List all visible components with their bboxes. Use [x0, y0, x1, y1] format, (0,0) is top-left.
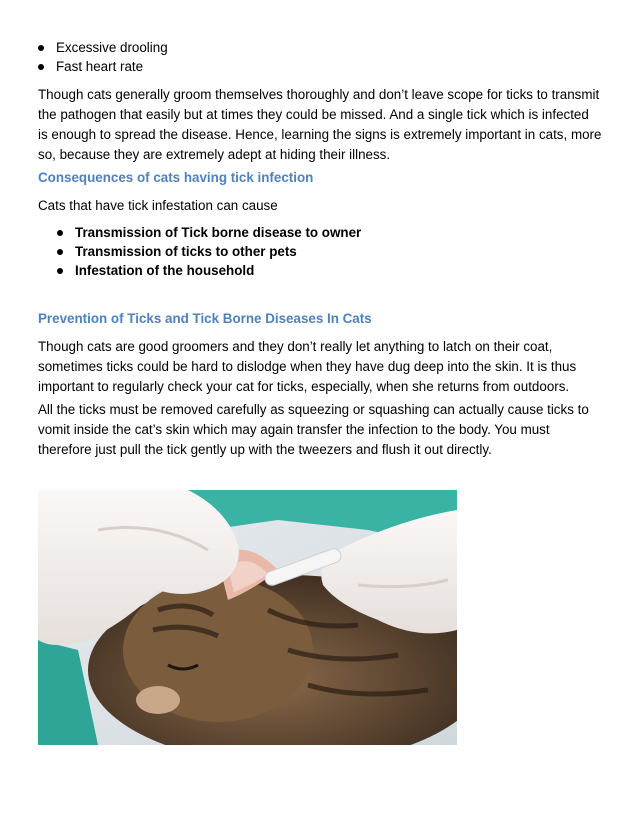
heading-consequences: Consequences of cats having tick infection	[38, 170, 314, 185]
list-item: Fast heart rate	[38, 57, 168, 76]
heading-prevention: Prevention of Ticks and Tick Borne Diseases In Cats	[38, 311, 372, 326]
list-item: Transmission of Tick borne disease to owner	[57, 223, 361, 242]
list-item: Transmission of ticks to other pets	[57, 242, 361, 261]
paragraph-grooming: Though cats generally groom themselves thoroughly and don’t leave scope for ticks to transmit the pathogen that easily but at times they could be missed. And a single tick which is infected is enough to spread the disease. Hence, learning the signs is extremely important in cats, more so, because they are extremely adept at hiding their illness.	[38, 87, 602, 162]
symptom-list	[38, 38, 168, 76]
list-item: Excessive drooling	[38, 38, 168, 57]
list-item: Infestation of the household	[57, 261, 361, 280]
paragraph-cause: Cats that have tick infestation can cause	[38, 198, 278, 213]
paragraph-check: Though cats are good groomers and they don’t really let anything to latch on their coat, sometimes ticks could be hard to dislodge when they have dug deep into the skin. It is thus important to regularly check your cat for ticks, especially, when she returns from outdoors.	[38, 339, 577, 394]
consequence-list	[57, 223, 361, 280]
paragraph-remove: All the ticks must be removed carefully as squeezing or squashing can actually cause ticks to vomit inside the cat’s skin which may again transfer the infection to the body. You must therefore just pull the tick gently up with the tweezers and flush it out directly.	[38, 402, 589, 457]
kitten-ear-check-photo	[38, 490, 457, 745]
